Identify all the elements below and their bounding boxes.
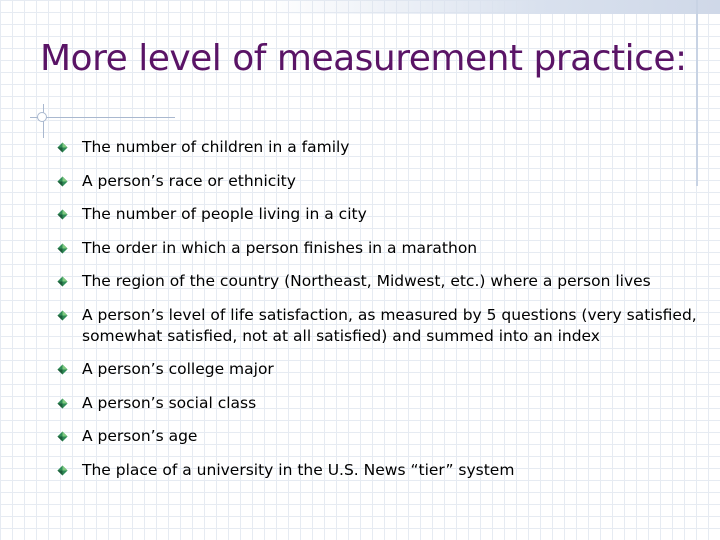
slide-title: More level of measurement practice: [40, 38, 687, 79]
title-divider-line [30, 117, 175, 118]
diamond-bullet-icon [57, 176, 68, 187]
diamond-bullet-icon [57, 398, 68, 409]
bullet-list [55, 137, 715, 493]
list-item-text: The order in which a person finishes in a marathon [82, 238, 478, 257]
list-item-text: A person’s age [82, 427, 198, 445]
diamond-bullet-icon [57, 142, 68, 153]
diamond-bullet-icon [57, 431, 68, 442]
diamond-bullet-icon [57, 465, 68, 476]
diamond-bullet-icon [57, 364, 68, 375]
list-item-text: A person’s level of life satisfaction, as measured by 5 questions (very satisfied, somewhat satisfied, not at all satisfied) and summed into an index [82, 305, 697, 345]
list-item [55, 204, 715, 225]
list-item [55, 359, 715, 380]
list-item-text: The place of a university in the U.S. News “tier” system [82, 460, 515, 479]
list-item [55, 137, 715, 158]
list-item [55, 426, 715, 447]
diamond-bullet-icon [57, 310, 68, 321]
diamond-bullet-icon [57, 276, 68, 287]
diamond-bullet-icon [57, 243, 68, 254]
top-gradient-band [265, 0, 720, 14]
list-item-text: The number of children in a family [82, 138, 350, 156]
diamond-bullet-icon [57, 209, 68, 220]
list-item-text: A person’s race or ethnicity [82, 171, 296, 190]
list-item [55, 460, 715, 481]
list-item-text: The region of the country (Northeast, Midwest, etc.) where a person lives [82, 272, 651, 290]
list-item [55, 305, 715, 347]
list-item [55, 171, 715, 192]
list-item-text: A person’s college major [82, 360, 274, 378]
list-item-text: A person’s social class [82, 393, 257, 412]
list-item-text: The number of people living in a city [82, 205, 367, 223]
list-item [55, 238, 715, 259]
list-item [55, 393, 715, 414]
divider-circle-ornament [37, 112, 47, 122]
list-item [55, 271, 715, 292]
